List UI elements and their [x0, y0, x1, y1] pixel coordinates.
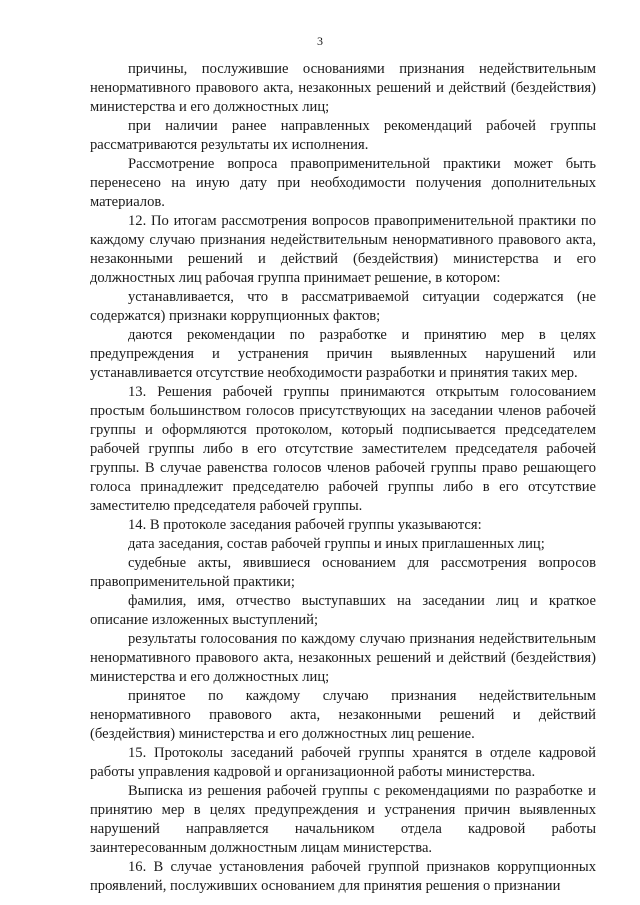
paragraph: устанавливается, что в рассматриваемой ситуации содержатся (не содержатся) признаки коррупционных фактов; — [90, 289, 596, 324]
paragraph: дата заседания, состав рабочей группы и иных приглашенных лиц; — [128, 536, 545, 552]
paragraph: фамилия, имя, отчество выступавших на заседании лиц и краткое описание изложенных выступлений; — [90, 593, 596, 628]
paragraph: 16. В случае установления рабочей группой признаков коррупционных проявлений, послуживших основанием для принятия решения о признании — [90, 859, 596, 894]
paragraph: результаты голосования по каждому случаю признания недействительным ненормативного правового акта, незаконных решений и действий (бездействия) министерства и его должностных лиц; — [90, 631, 596, 685]
paragraph: причины, послужившие основаниями признания недействительным ненормативного правового акта, незаконных решений и действий (бездействия) министерства и его должностных лиц; — [90, 61, 596, 115]
page-number: 3 — [317, 34, 323, 48]
paragraph: при наличии ранее направленных рекомендаций рабочей группы рассматриваются результаты их исполнения. — [90, 118, 596, 153]
document-body — [90, 60, 596, 896]
paragraph: принятое по каждому случаю признания недействительным ненормативного правового акта, незаконными решений и действий (бездействия) министерства и его должностных лиц решение. — [90, 688, 596, 742]
paragraph: 14. В протоколе заседания рабочей группы указываются: — [128, 517, 482, 533]
paragraph: судебные акты, явившиеся основанием для рассмотрения вопросов правоприменительной практики; — [90, 555, 596, 590]
paragraph: 15. Протоколы заседаний рабочей группы хранятся в отделе кадровой работы управления кадровой и организационной работы министерства. — [90, 745, 596, 780]
paragraph: Рассмотрение вопроса правоприменительной практики может быть перенесено на иную дату при необходимости получения дополнительных материалов. — [90, 156, 596, 210]
paragraph: 12. По итогам рассмотрения вопросов правоприменительной практики по каждому случаю признания недействительным ненормативного правового акта, незаконными решений и действий (бездействия) министерства и его должностных лиц рабочая группа принимает решение, в котором: — [90, 213, 596, 286]
paragraph: 13. Решения рабочей группы принимаются открытым голосованием простым большинством голосов присутствующих на заседании членов рабочей группы и оформляются протоколом, который подписывается председателем рабочей группы либо в его отсутствие заместителем председателя рабочей группы. В случае равенства голосов членов рабочей группы право решающего голоса принадлежит председателю рабочей группы либо в его отсутствие заместителю председателя рабочей группы. — [90, 384, 596, 514]
paragraph: даются рекомендации по разработке и принятию мер в целях предупреждения и устранения причин выявленных нарушений или устанавливается отсутствие необходимости разработки и принятия таких мер. — [90, 327, 596, 381]
paragraph: Выписка из решения рабочей группы с рекомендациями по разработке и принятию мер в целях предупреждения и устранения причин выявленных нарушений направляется начальником отдела кадровой работы заинтересованным должностным лицам министерства. — [90, 783, 596, 856]
